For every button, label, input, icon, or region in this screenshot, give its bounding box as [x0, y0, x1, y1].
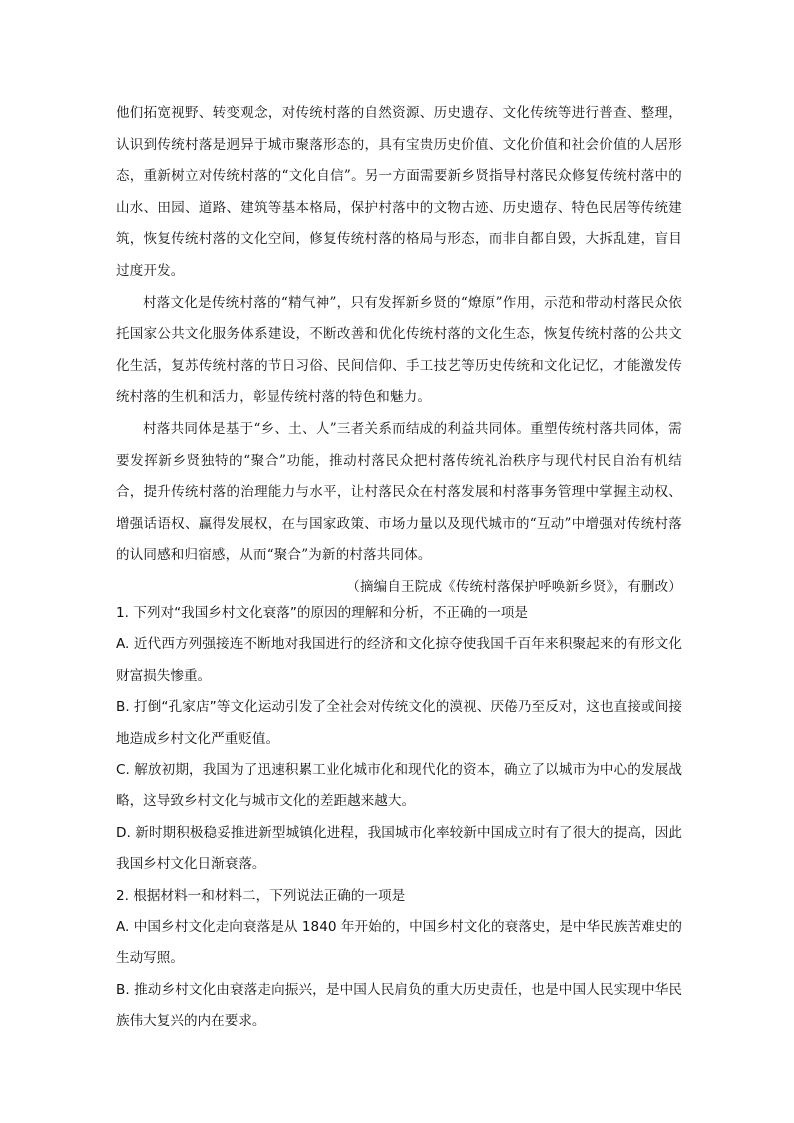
passage-paragraph-3: 村落共同体是基于“乡、土、人”三者关系而结成的利益共同体。重塑传统村落共同体，需要发挥新乡贤独特的“聚合”功能，推动村落民众把村落传统礼治秩序与现代村民自治有机结合，提升传统村落的治理能力与水平，让村落民众在村落发展和村落事务管理中掌握主动权、增强话语权、赢得发展权，在与国家政策、市场力量以及现代城市的“互动”中增强对传统村落的认同感和归宿感，从而“聚合”为新的村落共同体。	[116, 420, 682, 564]
passage-source: （摘编自王院成《传统村落保护呼唤新乡贤》，有删改）	[346, 578, 682, 595]
question-1-stem: 1. 下列对“我国乡村文化衰落”的原因的理解和分析，不正确的一项是	[116, 605, 528, 621]
question-2-stem: 2. 根据材料一和材料二，下列说法正确的一项是	[116, 887, 406, 904]
passage-paragraph-2: 村落文化是传统村落的“精气神”，只有发挥新乡贤的“燎原”作用，示范和带动村落民众依托国家公共文化服务体系建设，不断改善和优化传统村落的文化生态，恢复传统村落的公共文化生活，复苏传统村落的节日习俗、民间信仰、手工技艺等历史传统和文化记忆，才能激发传统村落的生机和活力，彰显传统村落的特色和魅力。	[116, 294, 682, 406]
question-1-option-d: D. 新时期积极稳妥推进新型城镇化进程，我国城市化率较新中国成立时有了很大的提高，因此我国乡村文化日渐衰落。	[116, 824, 682, 873]
question-2-option-a: A. 中国乡村文化走向衰落是从 1840 年开始的，中国乡村文化的衰落史，是中华民族苦难史的生动写照。	[116, 919, 682, 967]
question-2-option-b: B. 推动乡村文化由衰落走向振兴，是中国人民肩负的重大历史责任，也是中国人民实现中华民族伟大复兴的内在要求。	[116, 981, 682, 1030]
question-1-option-c: C. 解放初期，我国为了迅速积累工业化城市化和现代化的资本，确立了以城市为中心的发展战略，这导致乡村文化与城市文化的差距越来越大。	[116, 762, 682, 810]
question-1-option-b: B. 打倒“孔家店”等文化运动引发了全社会对传统文化的漠视、厌倦乃至反对，这也直接或间接地造成乡村文化严重贬值。	[116, 699, 682, 747]
question-section	[116, 598, 682, 1038]
question-1-option-a: A. 近代西方列强接连不断地对我国进行的经济和文化掠夺使我国千百年来积聚起来的有形文化财富损失惨重。	[116, 636, 682, 684]
passage-paragraph-1: 他们拓宽视野、转变观念，对传统村落的自然资源、历史遗存、文化传统等进行普查、整理，认识到传统村落是迥异于城市聚落形态的，具有宝贵历史价值、文化价值和社会价值的人居形态，重新树立对传统村落的“文化自信”。另一方面需要新乡贤指导村落民众修复传统村落中的山水、田园、道路、建筑等基本格局，保护村落中的文物古迹、历史遗存、特色民居等传统建筑，恢复传统村落的文化空间，修复传统村落的格局与形态，而非自都自毁，大拆乱建，盲目过度开发。	[116, 105, 682, 279]
reading-passage	[116, 98, 682, 604]
